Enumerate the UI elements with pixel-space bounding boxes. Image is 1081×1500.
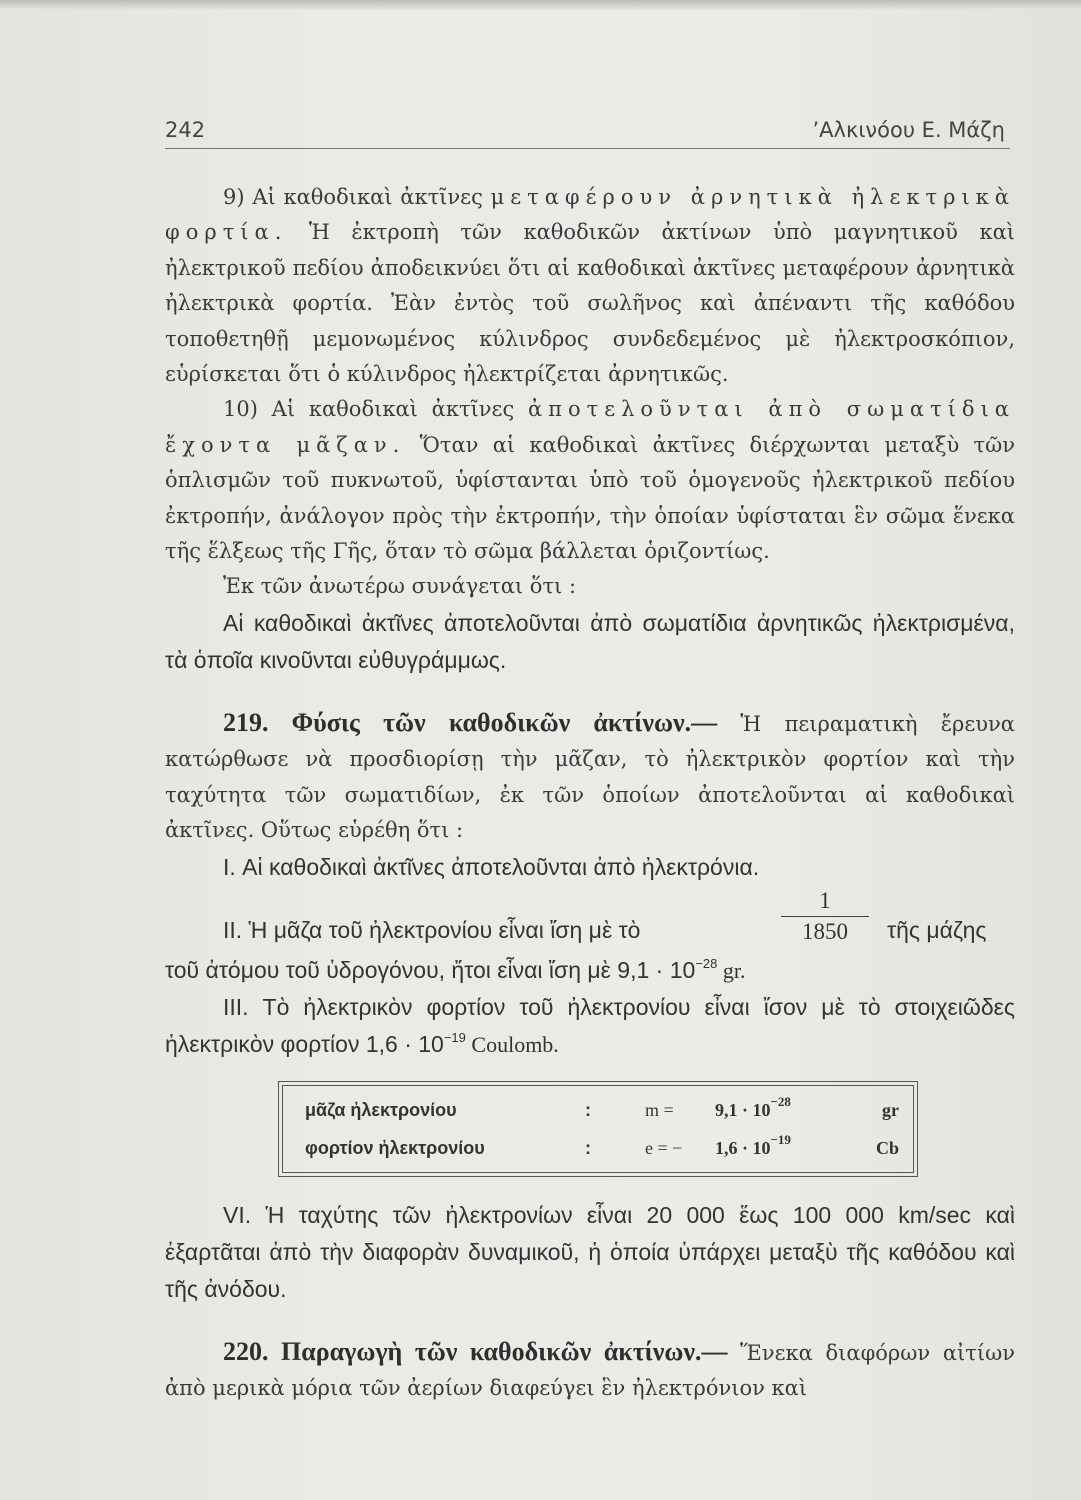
item-2-continuation: [165, 952, 1015, 989]
item-3-exponent: −19: [443, 1029, 466, 1045]
paragraph-10-number: 10) Αἱ καθοδικαὶ ἀκτῖνες: [223, 397, 528, 422]
conclusion-statement: Αἱ καθοδικαὶ ἀκτῖνες ἀποτελοῦνται ἀπὸ σωματίδια ἀρνητικῶς ἠλεκτρισμένα, τὰ ὁποῖα κινοῦνται εὐθυγράμμως.: [165, 609, 1015, 673]
section-220-heading: 220. Παραγωγὴ τῶν καθοδικῶν ἀκτίνων.—: [223, 1336, 728, 1366]
constants-box: [278, 1081, 918, 1177]
electron-charge-label: φορτίον ἠλεκτρονίου: [305, 1137, 485, 1158]
electron-mass-label: μᾶζα ἠλεκτρονίου: [305, 1099, 457, 1120]
item-6: VI. Ἡ ταχύτης τῶν ἠλεκτρονίων εἶναι 20 000 ἕως 100 000 km/sec καὶ ἐξαρτᾶται ἀπὸ τὴν διαφορὰν δυναμικοῦ, ἡ ὁποία ὑπάρχει μεταξὺ τῆς καθόδου καὶ τῆς ἀνόδου.: [165, 1201, 1015, 1302]
electron-charge-row: [305, 1130, 899, 1166]
electron-mass-row: [305, 1092, 899, 1128]
scan-edge-shadow: [0, 0, 1081, 10]
item-2-cont-text: τοῦ ἀτόμου τοῦ ὑδρογόνου, ἤτοι εἶναι ἴση μὲ 9,1 · 10: [165, 956, 696, 983]
item-3-text: III. Τὸ ἠλεκτρικὸν φορτίον τοῦ ἠλεκτρονίου εἶναι ἴσον μὲ τὸ στοιχειῶδες ἠλεκτρικὸν φορτίον 1,6 · 10: [165, 993, 1015, 1057]
paragraph-9-number: 9) Αἱ καθοδικαὶ ἀκτῖνες: [223, 185, 491, 209]
paragraph-10-text: Ὅταν αἱ καθοδικαὶ ἀκτῖνες διέρχωνται μεταξὺ τῶν ὁπλισμῶν τοῦ πυκνωτοῦ, ὑφίστανται ὑπὸ τοῦ ὁμογενοῦς ἠλεκτρικοῦ πεδίου ἐκτροπήν, ἀνάλογον πρὸς τὴν ἐκτροπήν, τὴν ὁποίαν ὑφίσταται ἓν σῶμα ἕνεκα τῆς ἕλξεως τῆς Γῆς, ὅταν τὸ σῶμα βάλλεται ὁριζοντίως.: [165, 432, 1015, 564]
conclusion-intro: Ἐκ τῶν ἀνωτέρω συνάγεται ὅτι :: [223, 574, 577, 599]
item-3: [165, 989, 1015, 1063]
fraction-numerator: 1: [819, 887, 831, 913]
electron-mass-value: [715, 1092, 791, 1128]
paragraph-9-emphasis: μεταφέρουν ἀρνητικὰ ἠλεκτρικὰ φορτία.: [165, 185, 1015, 245]
fraction-denominator: 1850: [802, 918, 848, 944]
electron-charge-value: [715, 1130, 791, 1166]
section-219-text: Ἡ πειραματικὴ ἔρευνα κατώρθωσε νὰ προσδιορίσῃ τὴν μᾶζαν, τὸ ἠλεκτρικὸν φορτίον καὶ τὴν ταχύτητα τῶν σωματιδίων, ἐκ τῶν ὁποίων ἀποτελοῦνται αἱ καθοδικαὶ ἀκτῖνες. Οὕτως εὑρέθη ὅτι :: [165, 711, 1015, 843]
item-3-unit: Coulomb.: [465, 1031, 559, 1057]
electron-mass-colon: :: [585, 1099, 591, 1120]
electron-charge-colon: :: [585, 1137, 591, 1158]
paragraph-10: [165, 392, 1015, 569]
running-header: [165, 116, 1010, 149]
paragraph-9: [165, 180, 1015, 392]
section-219: [165, 705, 1015, 849]
electron-mass-unit: gr: [882, 1099, 899, 1120]
running-author: ’Αλκινόου Ε. Μάζη: [812, 118, 1005, 142]
section-219-heading: 219. Φύσις τῶν καθοδικῶν ἀκτίνων.—: [223, 707, 718, 737]
item-2-line: [165, 886, 1015, 952]
electron-mass-symbol: m =: [645, 1099, 674, 1120]
fraction: [777, 886, 873, 947]
paragraph-9-text: Ἡ ἐκτροπὴ τῶν καθοδικῶν ἀκτίνων ὑπὸ μαγνητικοῦ καὶ ἠλεκτρικοῦ πεδίου ἀποδεικνύει ὅτι αἱ καθοδικαὶ ἀκτῖνες μεταφέρουν ἀρνητικὰ ἠλεκτρικὰ φορτία. Ἐὰν ἐντὸς τοῦ σωλῆνος καὶ ἀπέναντι τῆς καθόδου τοποθετηθῇ μεμονωμένος κύλινδρος συνδεδεμένος μὲ ἠλεκτροσκόπιον, εὑρίσκεται ὅτι ὁ κύλινδρος ἠλεκτρίζεται ἀρνητικῶς.: [165, 220, 1015, 387]
electron-mass-exponent: −28: [770, 1093, 791, 1109]
electron-mass-mantissa: 9,1 · 10: [715, 1099, 771, 1120]
page-body: [165, 180, 1015, 1406]
section-220-text: Ἕνεκα διαφόρων αἰτίων ἀπὸ μερικὰ μόρια τῶν ἀερίων διαφεύγει ἓν ἠλεκτρόνιον καὶ: [165, 1340, 1015, 1400]
item-2-label: II. Ἡ μᾶζα τοῦ ἠλεκτρονίου εἶναι ἴση μὲ τὸ: [223, 916, 641, 943]
electron-charge-mantissa: 1,6 · 10: [715, 1137, 771, 1158]
electron-charge-unit: Cb: [875, 1137, 899, 1158]
item-1: I. Αἱ καθοδικαὶ ἀκτῖνες ἀποτελοῦνται ἀπὸ ἠλεκτρόνια.: [223, 853, 760, 880]
constants-box-inner: [282, 1085, 914, 1173]
paragraph-10-emphasis: ἀποτελοῦνται ἀπὸ σωματίδια ἔχοντα μᾶζαν.: [165, 397, 1015, 457]
page-number: 242: [165, 118, 206, 142]
item-2-exponent: −28: [695, 955, 718, 971]
electron-charge-exponent: −19: [770, 1131, 791, 1147]
item-2-rest: τῆς μάζης: [887, 916, 987, 943]
section-220: [165, 1334, 1015, 1407]
electron-charge-symbol: e = −: [645, 1137, 683, 1158]
item-2-unit: gr.: [717, 957, 746, 983]
